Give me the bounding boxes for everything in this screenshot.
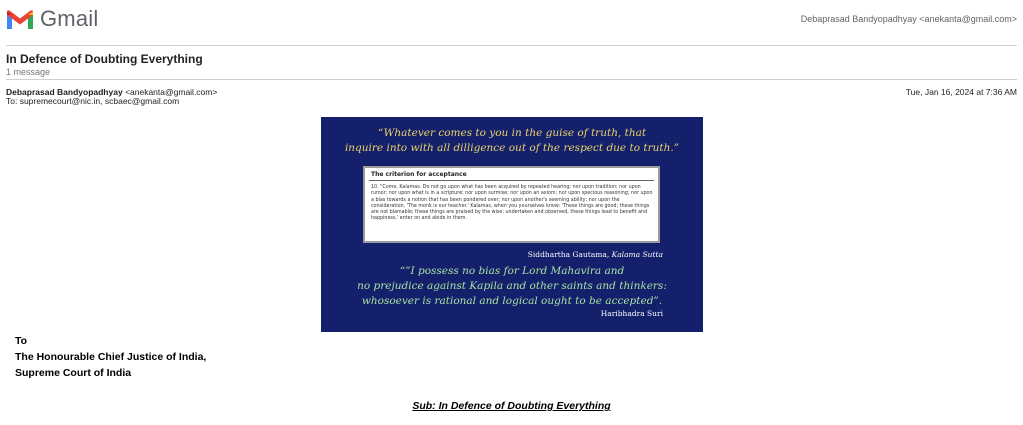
divider [6,45,1017,46]
letter-subject-line: Sub: In Defence of Doubting Everything [412,400,611,412]
message-date: Tue, Jan 16, 2024 at 7:36 AM [905,87,1017,97]
quote2-line2: no prejudice against Kapila and other saints and thinkers: [357,280,667,292]
gmail-m-icon [6,9,34,30]
quote2-line3: whosoever is rational and logical ought to be accepted”. [361,295,663,307]
excerpt-title: The criterion for acceptance [371,171,467,178]
letter-addressee-line1: The Honourable Chief Justice of India, [15,351,207,363]
quote2-line1: “”I possess no bias for Lord Mahavira and [399,265,625,277]
excerpt-rule [369,180,654,181]
attribution-name: Siddhartha Gautama, [527,250,612,259]
recipients: To: supremecourt@nic.in, scbaec@gmail.com [6,96,180,106]
sender-name: Debaprasad Bandyopadhyay [6,87,123,97]
attribution-work: Kalama Sutta [611,250,663,259]
kalama-sutta-excerpt [363,166,660,243]
gmail-wordmark: Gmail [40,6,99,31]
letter-addressee-line2: Supreme Court of India [15,367,132,379]
quote-banner-image [321,117,703,332]
quote1-line2: inquire into with all dilligence out of the respect due to truth.” [344,142,680,154]
account-label: Debaprasad Bandyopadhyay <anekanta@gmail.com> [800,14,1017,24]
sender-email: <anekanta@gmail.com> [125,87,218,97]
letter-salutation: To [15,335,28,347]
attribution-buddha [528,250,663,259]
thread-subject: In Defence of Doubting Everything [6,52,203,66]
message-count: 1 message [6,67,51,77]
gmail-logo[interactable] [6,6,98,32]
attribution-haribhadra: Haribhadra Suri [600,309,663,318]
divider [6,79,1017,80]
excerpt-body: 10. "Come, Kalamas. Do not go upon what has been acquired by repeated hearing; nor upon tradition; nor upon rumor; nor upon what is in a scripture; nor upon surmise; nor upon an axiom; nor upon specious reasoning; nor upon a bias towards a notion that has been pondered over; nor upon another's seeming ability; nor upon the consideration, 'The monk is our teacher.' Kalamas, when you yourselves know: 'These things are good; these things are not blamable; these things are praised by the wise; undertaken and observed, these things lead to benefit and happiness,' enter on and abide in them. [371,185,653,222]
quote1-line1: “Whatever comes to you in the guise of truth, that [377,127,647,139]
